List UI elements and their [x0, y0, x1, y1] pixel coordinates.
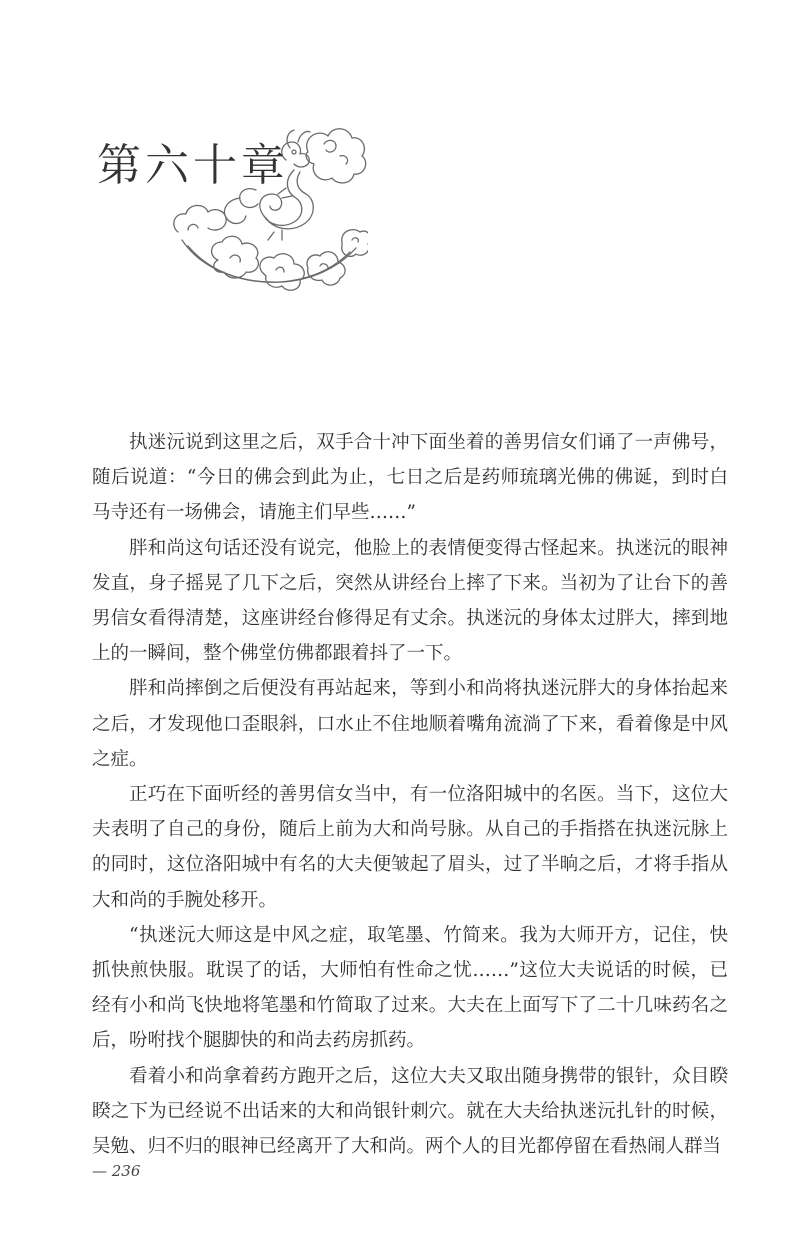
chapter-body — [92, 425, 728, 1164]
page-number: — 236 — [92, 1162, 141, 1180]
paragraph: 执迷沅说到这里之后，双手合十冲下面坐着的善男信女们诵了一声佛号，随后说道：“今日的佛会到此为止，七日之后是药师琉璃光佛的佛诞，到时白马寺还有一场佛会，请施主们早些……” — [92, 432, 728, 524]
paragraph: 正巧在下面听经的善男信女当中，有一位洛阳城中的名医。当下，这位大夫表明了自己的身份，随后上前为大和尚号脉。从自己的手指搭在执迷沅脉上的同时，这位洛阳城中有名的大夫便皱起了眉头，过了半晌之后，才将手指从大和尚的手腕处移开。 — [92, 784, 728, 911]
paragraph: 胖和尚摔倒之后便没有再站起来，等到小和尚将执迷沅胖大的身体抬起来之后，才发现他口歪眼斜，口水止不住地顺着嘴角流淌了下来，看着像是中风之症。 — [92, 678, 728, 770]
chapter-title: 第六十章 — [97, 140, 289, 191]
paragraph: 看着小和尚拿着药方跑开之后，这位大夫又取出随身携带的银针，众目睽睽之下为已经说不出话来的大和尚银针刺穴。就在大夫给执迷沅扎针的时候，吴勉、归不归的眼神已经离开了大和尚。两个人的目光都停留在看热闹人群当 — [92, 1065, 728, 1158]
paragraph: “执迷沅大师这是中风之症，取笔墨、竹简来。我为大师开方，记住，快抓快煎快服。耽误了的话，大师怕有性命之忧……”这位大夫说话的时候，已经有小和尚飞快地将笔墨和竹简取了过来。大夫在上面写下了二十几味药名之后，吩咐找个腿脚快的和尚去药房抓药。 — [92, 924, 728, 1052]
paragraph: 胖和尚这句话还没有说完，他脸上的表情便变得古怪起来。执迷沅的眼神发直，身子摇晃了几下之后，突然从讲经台上摔了下来。当初为了让台下的善男信女看得清楚，这座讲经台修得足有丈余。执迷沅的身体太过胖大，摔到地上的一瞬间，整个佛堂仿佛都跟着抖了一下。 — [92, 537, 728, 665]
